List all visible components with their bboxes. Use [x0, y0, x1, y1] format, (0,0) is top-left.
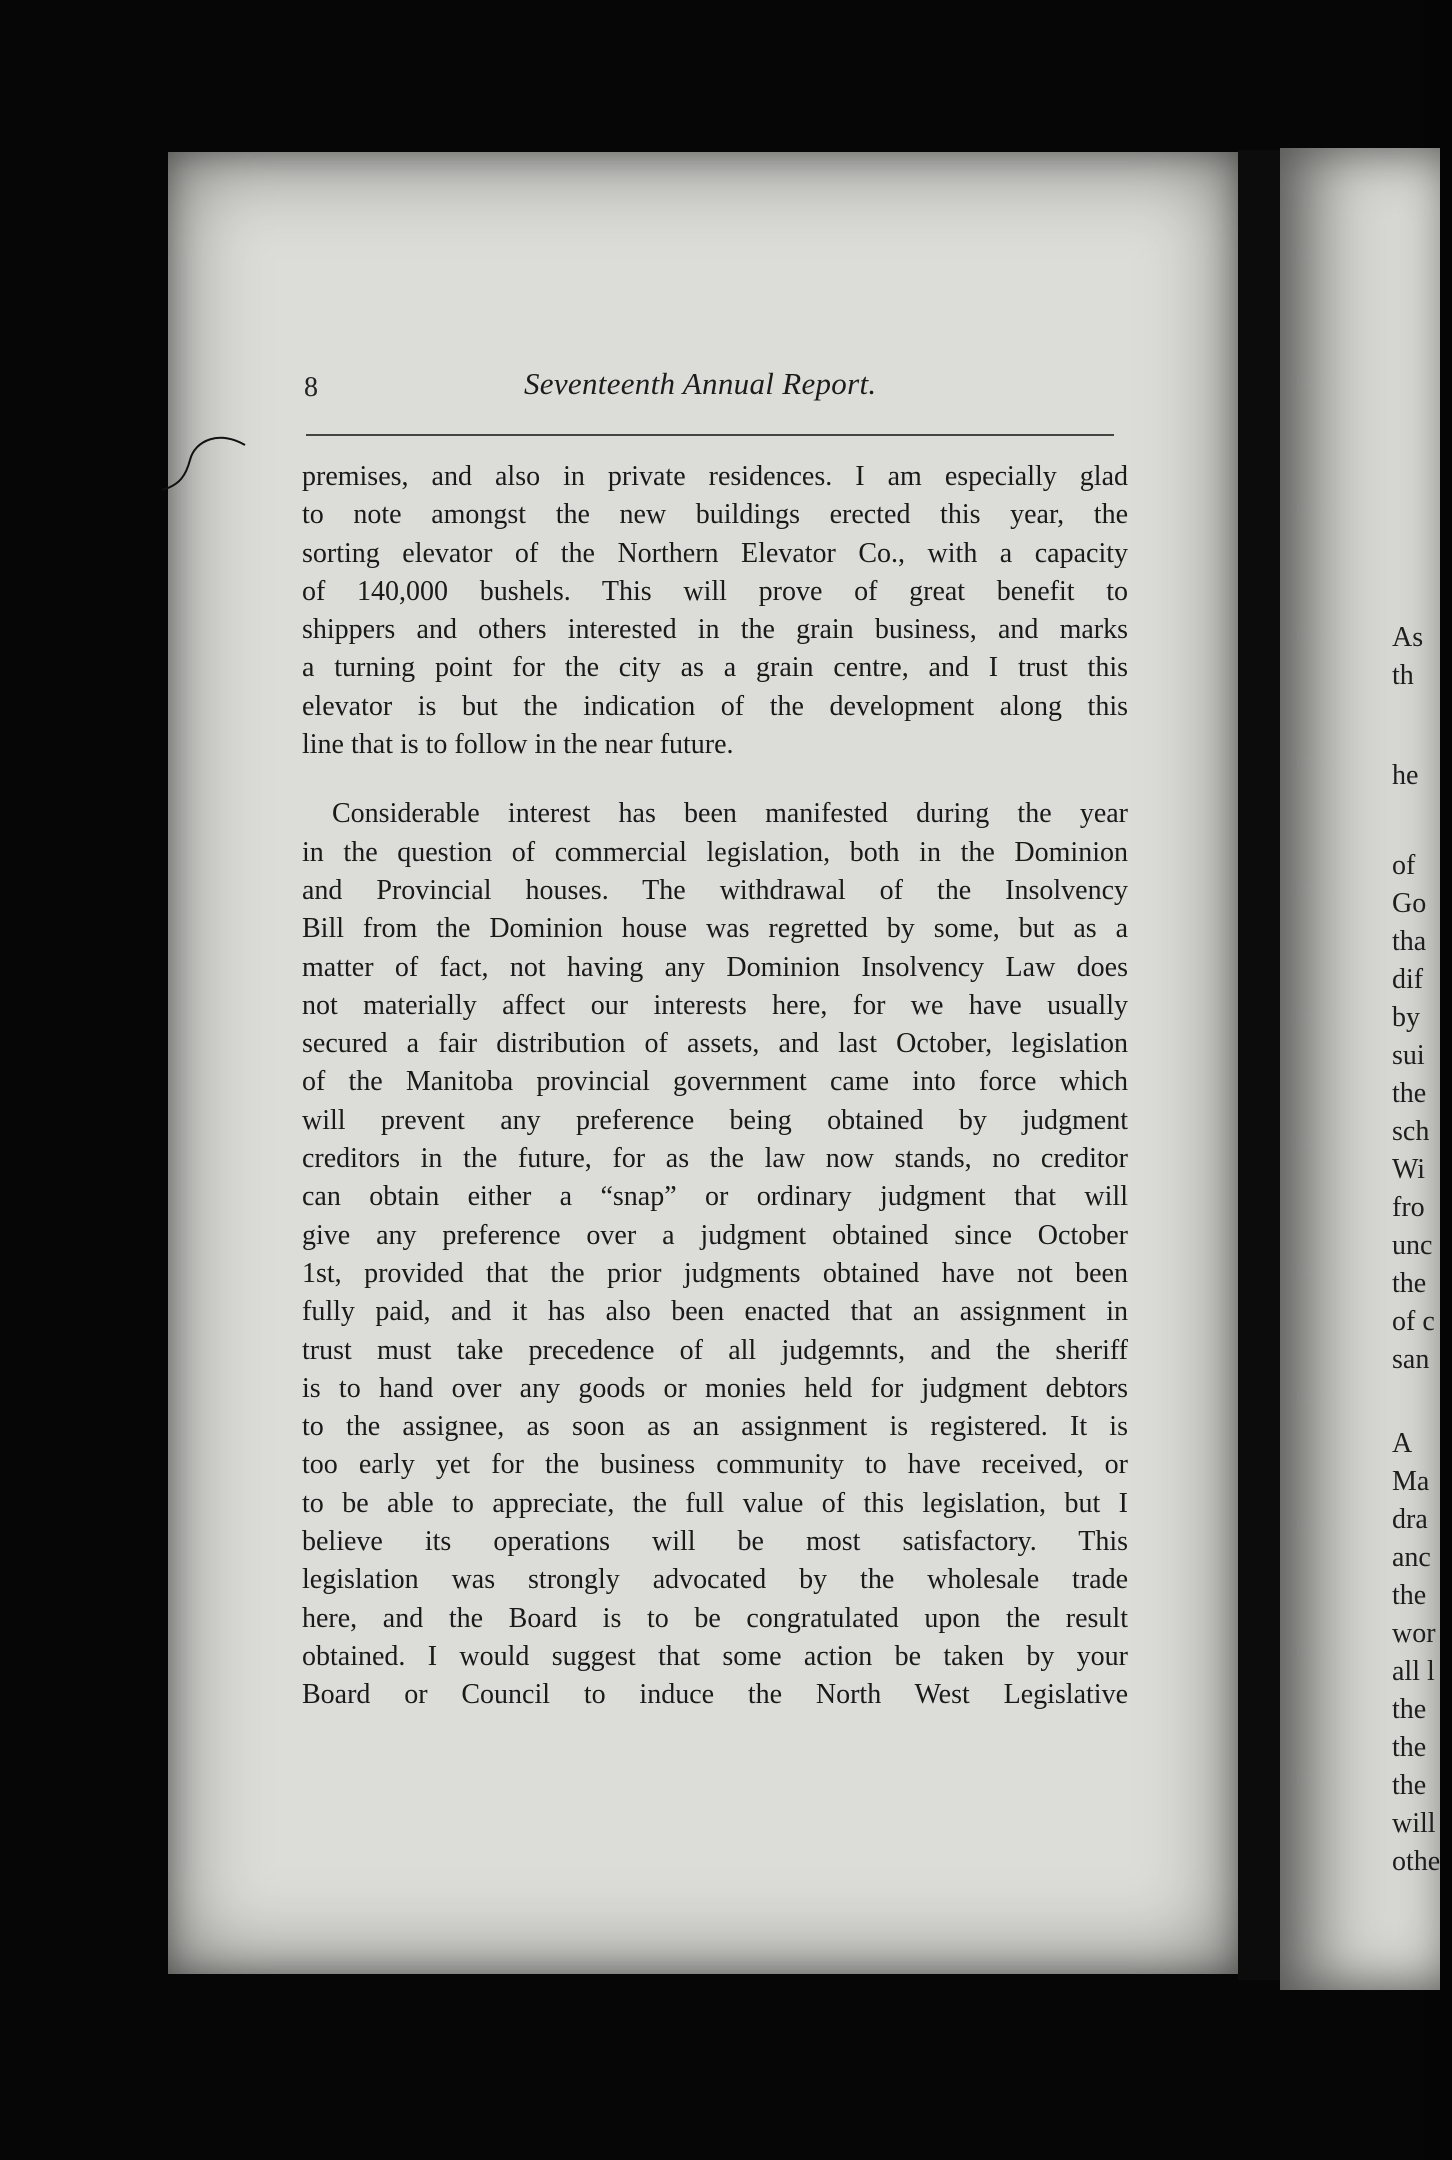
text-line: can obtain either a “snap” or ordinary judgment that will: [302, 1181, 1128, 1213]
facing-line: Go: [1392, 888, 1427, 919]
text-line: will prevent any preference being obtained by judgment: [302, 1104, 1128, 1136]
facing-line: he: [1392, 760, 1419, 791]
text-line: fully paid, and it has also been enacted that an assignment in: [302, 1296, 1128, 1328]
facing-line: the: [1392, 1770, 1427, 1801]
text-line: line that is to follow in the near future.: [302, 729, 734, 761]
facing-line: dif: [1392, 964, 1424, 995]
text-line: obtained. I would suggest that some action be taken by your: [302, 1640, 1128, 1672]
text-line: is to hand over any goods or monies held for judgment debtors: [302, 1372, 1128, 1404]
text-line: to the assignee, as soon as an assignment is registered. It is: [302, 1411, 1128, 1443]
text-line: to be able to appreciate, the full value of this legislation, but I: [302, 1487, 1128, 1519]
text-line: Bill from the Dominion house was regretted by some, but as a: [302, 913, 1128, 945]
margin-pen-mark: [160, 435, 250, 505]
page-body: [302, 458, 1128, 1715]
text-line: matter of fact, not having any Dominion Insolvency Law does: [302, 951, 1128, 983]
text-line: creditors in the future, for as the law now stands, no creditor: [302, 1143, 1128, 1175]
text-line: 1st, provided that the prior judgments obtained have not been: [302, 1257, 1128, 1289]
running-head: Seventeenth Annual Report.: [524, 366, 877, 401]
facing-line: fro: [1392, 1192, 1425, 1223]
book-gutter: [1238, 150, 1280, 1980]
facing-line: of: [1392, 850, 1416, 881]
facing-line: wor: [1392, 1618, 1436, 1649]
facing-line: the: [1392, 1580, 1427, 1611]
text-line: give any preference over a judgment obtained since October: [302, 1219, 1128, 1251]
left-page: [168, 152, 1238, 1974]
text-line: of the Manitoba provincial government came into force which: [302, 1066, 1128, 1098]
text-line: legislation was strongly advocated by the wholesale trade: [302, 1564, 1128, 1596]
facing-line: Wi: [1392, 1154, 1426, 1185]
facing-line: Ma: [1392, 1466, 1430, 1497]
text-line: secured a fair distribution of assets, and last October, legislation: [302, 1028, 1128, 1060]
text-line: premises, and also in private residences. I am especially glad: [302, 461, 1128, 492]
facing-line: A: [1392, 1428, 1413, 1459]
text-line: here, and the Board is to be congratulated upon the result: [302, 1602, 1128, 1634]
facing-line: by: [1392, 1002, 1420, 1033]
facing-page: [1280, 148, 1440, 1990]
facing-line: the: [1392, 1268, 1427, 1299]
facing-line: dra: [1392, 1504, 1428, 1535]
paragraph-gap: [302, 764, 1128, 795]
text-line: too early yet for the business community to have received, or: [302, 1449, 1128, 1481]
facing-line: sch: [1392, 1116, 1430, 1147]
text-line: a turning point for the city as a grain centre, and I trust this: [302, 652, 1128, 684]
text-line: shippers and others interested in the grain business, and marks: [302, 614, 1128, 646]
page-number: 8: [304, 372, 318, 403]
text-line: and Provincial houses. The withdrawal of the Insolvency: [302, 874, 1128, 906]
text-line: sorting elevator of the Northern Elevator Co., with a capacity: [302, 537, 1128, 569]
text-line: trust must take precedence of all judgemnts, and the sheriff: [302, 1334, 1128, 1366]
facing-line: As: [1392, 622, 1424, 653]
text-line: believe its operations will be most satisfactory. This: [302, 1526, 1128, 1558]
facing-line: sui: [1392, 1040, 1425, 1071]
facing-line: th: [1392, 660, 1414, 691]
facing-line: unc: [1392, 1230, 1433, 1261]
facing-line: all l: [1392, 1656, 1435, 1687]
facing-line: anc: [1392, 1542, 1431, 1573]
facing-line: othe: [1392, 1846, 1441, 1877]
facing-line: tha: [1392, 926, 1427, 957]
facing-line: the: [1392, 1732, 1427, 1763]
text-line: Considerable interest has been manifested during the year: [332, 798, 1128, 830]
paragraph-1: [302, 458, 1128, 764]
facing-line: will: [1392, 1808, 1436, 1839]
facing-line: san: [1392, 1344, 1430, 1375]
text-line: Board or Council to induce the North West Legislative: [302, 1679, 1128, 1711]
text-line: not materially affect our interests here, for we have usually: [302, 989, 1128, 1021]
facing-line: of c: [1392, 1306, 1435, 1337]
facing-line: the: [1392, 1694, 1427, 1725]
facing-line: the: [1392, 1078, 1427, 1109]
text-line: elevator is but the indication of the development along this: [302, 690, 1128, 722]
text-line: in the question of commercial legislation, both in the Dominion: [302, 836, 1128, 868]
paragraph-2: [302, 795, 1128, 1714]
header-rule: [306, 434, 1114, 436]
text-line: of 140,000 bushels. This will prove of great benefit to: [302, 575, 1128, 607]
text-line: to note amongst the new buildings erected this year, the: [302, 499, 1128, 531]
